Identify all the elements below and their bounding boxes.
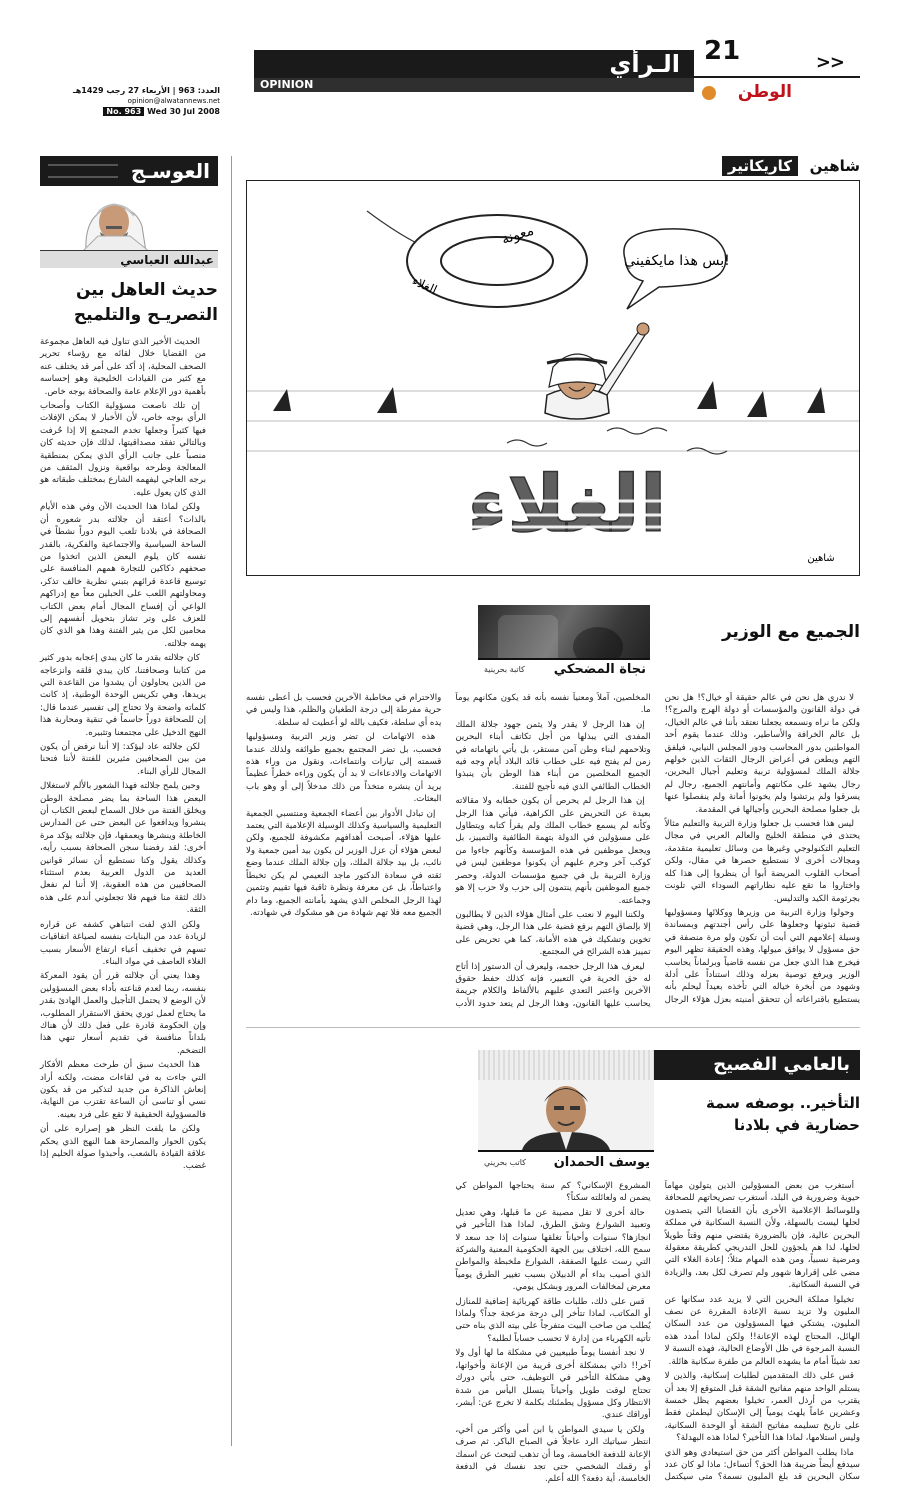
- cartoon-drawing: [247, 181, 859, 575]
- paragraph: ليس هذا فحسب بل جعلوا وزارة التربية والتعليم مثالاً يحتذى في منطقة الخليج والعالم العربي في مجال التعليم التكنولوجي وغيرها من وسائل تعليمية متقدمة، ومجالات أخرى لا نستطيع حصرها في مقال، ولكن أصحاب القلوب المريضة أبوا أن ينظروا إلى هذا كله واختاروا ما تقع عليه نظاراتهم السوداء التي تلونت بجرثومة الكيد والتدليس.: [664, 819, 860, 904]
- banner-texture: [478, 1050, 654, 1080]
- newspaper-logo[interactable]: [702, 82, 792, 104]
- paragraph: ولكننا اليوم لا نعتب على أمثال هؤلاء الذين لا يطالبون إلا بإلصاق التهم برفع قضية على هذا الرجل، وهي قضية تخوين وتشكيك في هذه الأمانة، كما هي تحريض على تمييز هذه الشرائح في المجتمع.: [455, 909, 651, 958]
- article1-author: نجاة المضحكي: [553, 662, 646, 677]
- paragraph: ولكن الذي لفت انتباهي كشفه عن قراره لزيادة عدد من البنايات بنفسه لصياغة اتفاقيات تسهم في تخفيف أعباء ارتفاع الأسعار بسبب الغلاء العاصف في مواد البناء.: [40, 919, 206, 967]
- paragraph: إن هذا الرجل لم يحرص أن يكون خطابه ولا مقالاته بعيدة عن التحريض على الكراهية، فيأتي هذا الرجل وكأنه لم يسمع خطاب الملك ولم يقرأ كتابه ويتطاول على مسؤولين في الدولة بتهمة الطائفية والتمييز، بل ويجعل موظفين في هذه المؤسسة وكأنهم جاءوا من كوكب آخر وحرم عليهم أن يكونوا موظفين ليس في وزارة التربية بل في جميع مؤسسات الدولة، وحصر جميع الموظفين بأنهم ينتمون إلى حزب ولا حزب إلا هو وجماعته.: [455, 796, 651, 906]
- paragraph: ولكن ما يلفت النظر هو إصراره على أن يكون الحوار والمصارحة هما النهج الذي يحكم علاقة القيادة بالشعب، وأحبذوا صولة الحليم إذا غضب.: [40, 1124, 206, 1172]
- page-number: 21: [704, 36, 741, 66]
- author-name-bar: [40, 250, 218, 268]
- paragraph: لا ندري هل نحن في عالم حقيقة أو خيال؟! هل نحن في دولة القانون والمؤسسات أو دولة الهرج والمرج؟! ولكن ما نراه ونسمعه يجعلنا نعتقد بأننا في عالم الخيال، بل عالم الخرافة والأساطير، وذلك عندما يقوم أحد المواطنين بدور المحاسب ودور المجلس النيابي، فيلفق التهم ويطعن في أعراض الرجال الثقات الذين خولهم جلالة الملك لمسؤولية تربية وتعليم أجيال البحرين، رجال يشهد على مكانتهم وأمانتهم الجميع، رجال لم يسرقوا ولم يرتشوا ولم يخونوا أمانة ولم ينفصلوا عنها بل جعلوا مصلحة البحرين وأجيالها في المقدمة.: [664, 693, 860, 815]
- article1-body: [246, 692, 860, 1016]
- banner-decoration: [48, 164, 118, 178]
- article2-banner-title: بالعامي الفصيح: [713, 1054, 850, 1075]
- ring-text-2: الغلاء: [410, 273, 440, 297]
- paragraph: وحين يلمح جلالته فهذا الشعور بالألم لاستغلال البعض هذا الساحة بما يضر مصلحة الوطن ويخلق الفتنة من خلال السماح لبعض الكتاب أن ينشروا ويدافعوا عن البعض حتى عن المدارس الخاطئة وينشرها ويعمقها، فإن جلالته يؤكد مرة أخرى: لقد رفضنا سجن الصحافة بسبب رأيه، وكذلك يقول وكنا نستطيع أن نسائر قوانين العديد من الدول العربية بعدم استثناء الصحافيين من هذه العقوبة، إلا أننا لم نفعل ذلك لثقة منا فيهم فلا تجعلوني أندم على هذه الثقة.: [40, 781, 206, 916]
- paragraph: هذه الاتهامات لن تضر وزير التربية ومسؤوليها فحسب، بل تضر المجتمع بجميع طوائفه ولذلك عندما قسمته إلى تيارات وانتماءات، ونقول من وراء هذه الاتهامات والادعاءات لا بد أن يكون وراءه خطراً عظيماً يريد أن ينشره متخذاً من ذلك مدخلاً إلى أو وهو باب البعثات.: [246, 732, 442, 805]
- logo-text: الوطن: [737, 82, 792, 102]
- article-separator: [246, 1027, 860, 1028]
- caricature-artist: شاهين: [809, 157, 860, 175]
- column-headline: حديث العاهل بين التصريـح والتلميح: [73, 280, 218, 325]
- speech-text: بس هذا مايكفيني!: [624, 253, 730, 269]
- paragraph: حالة أخرى لا تقل مصيبة عن ما قبلها، وهي تعديل وتعبيد الشوارع وشق الطرق، لماذا هذا التأخير في انجازها؟ سنوات وأحياناً تغلقها سنوات إذا جد سعد لا سمح الله، اختلاف بين الجهة الحكومية المعنية والشركة التي رست عليها الصفقة، الشوارع ملخبطة والمواطن الذي أصيب بداء أم الدبيلان بسبب تغيير الطرق يومياً معرض لمخالفات المرور وبشكل يومي.: [455, 1207, 651, 1293]
- paragraph: هذا الحديث سبق أن طرحت معظم الأفكار التي جاءت به في لقاءات مضت، ولكنه أراد إنعاش الذاكرة من جديد لتذكير من قد يكون نسي أو تناسى أن الساعة تقترب من النهاية، فالمسؤولية الحقيقية لا تقع على فرد بعينه.: [40, 1060, 206, 1120]
- paragraph: قس على ذلك المتقدمين لطلبات إسكانية، والذين لا يستلم الواحد منهم مفاتيح الشقة قبل المتوقع إلا بعد أن يقترب من أرذل العمر، تخيلوا بعضهم يظل خمسة وعشرين عاماً يلهث يومياً إلى الإسكان ليطمئن فقط على تاريخ تسليمه مفاتيح الشقة أو الوحدة السكانية، وليس استلامها، لماذا هذا التأخير؟ لماذا هذه البهدلة؟: [664, 1371, 860, 1444]
- paragraph: لا نجد أنفسنا يوماً طبيعيين في مشكلة ما لها أول ولا آخر!! ذاتي بمشكلة أخرى قريبة من الإعانة وأخواتها، وهي مشكلة التأخير في التوظيف، حتى يأتي دورك تحتاج لوقت طويل وأحياناً يتسلل اليأس من شدة الانتظار وكل مسؤول يطمئنك بكلمة لا تخرج عن: أبشر، أوراقك عندي.: [455, 1348, 651, 1421]
- paragraph: ولكن لماذا هذا الحديث الآن وفي هذه الأيام بالذات؟ أعتقد أن جلالته بدر شعوره أن الصحافة في بلادنا تلعب اليوم دوراً نشطاً في الساحة السياسية والاجتماعية والفكرية، بالقدر نفسه كان يلوم البعض الذين اتخذوا من صحفهم دكاكين للتجارة همهم المنافسة على توسيع قاعدة قرائهم بتبني نظرية خالف تذكر، ومحاولتهم اللعب على الحبلين معاً مع إدراكهم الواعي أن إفساح المجال أمام بعض الكتاب للعزف على وتر تشاز بتحويل أنفسهم إلى محامين لكل من يثير الفتنة وهذا هو الذي كان يهمه جلالته.: [40, 502, 206, 649]
- artist-signature: شاهين: [807, 553, 835, 564]
- paragraph: تخيلوا مملكة البحرين التي لا يزيد عدد سكانها عن المليون ولا تزيد نسبة الإعادة المقررة عن نصف المليون، يشتكي فيها المسؤولون من عدد السكان الهائل، المحتاج لهذه الإعانة!! ولكن لماذا أمدد هذه النسبة المرجوة في ظل الأوضاع الحالية، فهذه النسبة لا تعد شيئاً أمام ما يشهده العالم من طفرة سكانية هائلة.: [664, 1294, 860, 1367]
- paragraph: قس على ذلك، طلبات طاقة كهربائية إضافية للمنازل أو المكاتب، لماذا تتأخر إلى درجة مزعجة جداً؟ ولماذا يُطلب من صاحب البيت متفرجاً على بيته الذي بناه حتى تأتيه الكهرباء من إدارة لا تحسب حساباً لطلبه؟: [455, 1296, 651, 1344]
- paragraph: إن هذا الرجل لا يقدر ولا يثمن جهود جلالة الملك المفدى التي يبذلها من أجل تكاتف أبناء البحرين وتلاحمهم لبناء وطن آمن مستقر، بل يأتي باتهاماته في زمن لم يفتح فيه على خطاب قائد البلاد أيام وجه فيه الجميع المخلصين من أبناء هذا الوطن بأن ينبذوا الخطاب الطائفي الذي فيه تأجيج للفتنة.: [455, 719, 651, 792]
- paragraph: أستغرب من بعض المسؤولين الذين يتولون مهاماً حيوية وضرورية في البلد، أستغرب تصريحاتهم للصحافة وللوسائط الإعلامية الأخرى بأن القضايا التي يتصدون لحلها ليست بالسهلة، ولأن النسبة السكانية في مملكة البحرين عالية، فإن بالضرورة يقتضي منهم وقتاً طويلاً لحلها، لذا هم يلجؤون للحل التدريجي كطريقة معقولة ومرضية نسبياً، ومن هذه المهام مثلاً: إعادة الغلاء التي مضى على إقرارها شهور ولم تصرف لكل بعد، والزيادة في النسبة السكانية.: [664, 1181, 860, 1291]
- paragraph: ماذا يطلب المواطن أكثر من حق استيعادي وهو الذي سيدفع أيضاً ضريبة هذا الحق؟ أتساءل: ماذا لو كان عدد سكان البحرين قد بلغ المليون نسمة؟ متى سيكتمل المشروع الإسكاني؟ كم سنة يحتاجها المواطن كي يضمن له ولعائلته سكناً؟: [455, 1181, 860, 1483]
- column-divider: [231, 156, 232, 1446]
- article2-banner: [654, 1050, 860, 1080]
- next-page-arrows[interactable]: >>: [815, 52, 844, 73]
- article2-headline: التأخير.. بوصفه سمة حضارية في بلادنا: [706, 1094, 860, 1134]
- paragraph: إن تبادل الأدوار بين أعضاء الجمعية ومنتسبي الجمعية التعليمية والسياسية وكذلك الوسيلة الإعلامية التي يعتمد عليها هؤلاء، أصبحت أهدافهم مكشوفة للجميع، ولكن لبعض هؤلاء أن عزل الوزير لن يكون بيد أمين جمعية ولا نائب، بل بيد جلالة الملك، وإن جلالة الملك عندما وضع ثقته في سعادة الدكتور ماجد النعيمي لم يكن تخبطاً واعتباطاً، بل عن معرفة ونظرة ثاقبة فيها تقييم وتثمين لهذا الرجل المخلص الذي يشهد بأمانته الجميع، وما دام الجميع معه فلا تهم شهادة من هو مشكوك في شهادته.: [246, 808, 442, 918]
- caricature-cartoon: [246, 180, 860, 576]
- drowning-man: [545, 323, 649, 419]
- masthead-bar: [254, 50, 694, 78]
- paragraph: كان جلالته بقدر ما كان يبدي إعجابه بدور كثير من كتابنا وصحافتنا، كان يبدي قلقه وانزعاجه من الذين يحاولون أن يشدوا من القاعدة التي يريدها، وهي تكريس الوحدة الوطنية، إذ كانت كلماته واضحة ولا تحتاج إلى تفسير عندما قال: إن للصحافة دوراً حاسماً في تنقية ومحاربة هذا النهج الدخيل على مجتمعنا وتثبيره.: [40, 653, 206, 738]
- paragraph: ولكن يا سيدي المواطن يا ابن أمي وأكثر من أخي، انتظر سياتيك الرد عاجلاً في الصباح الباكر. ثم صرف الإعانة للدفعة الخامسة، وما أن تذهب لتبحث عن اسمك أو رقمك الشخصي حتى تجد نفسك في الدفعة الخامسة، أية دفعة؟ الله أعلم.: [455, 1424, 651, 1485]
- author-photo: [46, 186, 176, 284]
- article2-author-role: كاتب بحريني: [484, 1158, 526, 1167]
- column-banner: [40, 156, 218, 186]
- logo-sun-icon: [702, 86, 716, 100]
- date-line: [20, 107, 220, 117]
- article2-author: يوسف الحمدان: [553, 1155, 650, 1170]
- ring-text-1: معونة: [499, 222, 536, 248]
- life-ring: [407, 215, 587, 307]
- paragraph: لكن جلالته عاد ليؤكد: إلا أننا نرفض أن يكون من بين الصحافيين مثيرين للفتنة لأننا فتحنا المجال للرأي البناء.: [40, 742, 206, 777]
- paragraph: الحديث الأخير الذي تناول فيه العاهل مجموعة من القضايا خلال لقائه مع رؤساء تحرير الصحف المحلية، إذ أكد على أمر قد يختلف عنه مع كثير من القيادات الخليجية وهو إحساسه بأهمية دور الإعلام عامة والصحافة بوجه خاص.: [40, 337, 206, 397]
- sea-word: الغلاء: [467, 460, 667, 550]
- section-masthead: [254, 36, 860, 104]
- caricature-banner: [700, 156, 860, 176]
- issue-line: العدد: 963 | الأربعاء 27 رجب 1429هـ: [73, 86, 220, 95]
- paragraph: إن تلك ناصعت مسؤولية الكتاب وأصحاب الرأي بوجه خاص، لأن الأخبار لا يمكن الإفلات فيها كثيراً وجعلها تخدم المجتمع إلا إذا حُرفت وبالتالي تفقد مصداقيتها، لذلك فإن حديثه كان منصباً على جانب الرأي الذي يمكن بمنطقية المعالجة وطرحه بواقعية ونزول المثقف من برجه العاجي ليفهمه الشارع بمختلف طبقاته هو الذي كان يعول عليه.: [40, 401, 206, 498]
- column-banner-title: العوسـج: [130, 159, 210, 183]
- section-title: الـرأي: [609, 50, 680, 78]
- date-text: Wed 30 Jul 2008: [147, 107, 220, 116]
- section-title-en: OPINION: [254, 78, 694, 92]
- paragraph: وهذا يعني أن جلالته قرر أن يقود المعركة بنفسه، ربما لعدم قناعته بأداء بعض المسؤولين لأن الوضع لا يحتمل التأجيل والعمل الهادئ بقدر ما يحتاج لعمل ثوري يحقق الاستقرار المطلوب، وإن الحكومة قادرة على فعل ذلك لأن هناك بلداناً منافسة في تقديم أسعار تنهي هذا التضخم.: [40, 971, 206, 1056]
- article1-headline: الجميع مع الوزير: [721, 622, 860, 642]
- author-name: عبدالله العباسي: [120, 253, 214, 267]
- article1-author-role: كاتبة بحرينية: [484, 665, 525, 674]
- article2-byline: [478, 1150, 654, 1172]
- article1-byline: [478, 658, 650, 679]
- column-body: [40, 336, 206, 1175]
- issue-number: No. 963: [103, 107, 144, 116]
- email-link[interactable]: opinion@alwatannews.net: [127, 97, 220, 105]
- left-column: [40, 156, 218, 1491]
- paragraph: ليعرف هذا الرجل حجمه، وليعرف أن الدستور إذا أتاح له حق الحرية في التعبير، فإنه كذلك حفظ حقوق الآخرين واعتبر التعدي عليهم بالألفاظ والكلام جريمة يحاسب عليها القانون، وهذا الرجل لم يتعد حدود الأدب والاحترام في مخاطبة الآخرين فحسب بل أعطى نفسه حرية مفرطة إلى درجة الطغيان والظلم، هذا وليس في يده أي سلطة، فكيف بالله لو أعطيت له سلطة.: [246, 693, 651, 1009]
- article2-body: [246, 1180, 860, 1486]
- caricature-label: كاريكاتير: [722, 156, 798, 176]
- issue-info: [20, 86, 220, 117]
- paragraph: وحولوا وزارة التربية من وزيرها ووكلائها ومسؤوليها قضية تبثونها وجعلوها على رأس أجندتهم وبمساندة وسيلة إعلامهم التي أبت أن تكون ولو مرة منصفة في حق مسؤول لا يوافق ميولها، وهذه الحقيقة تظهر اليوم فيخرج هذا الذي جعل من نفسه قاضياً وبرلماناً يحاسب الوزير ويرفع توصية بعزله وذلك استناداً على أدلة وشهود من أبخرة خياله التي تأخذه بعيداً ليحلم بأنه يستطيع باقتراعاته أن تتحقق أمنيته بعزل هؤلاء الرجال المخلصين، آملاً ومعنياً نفسه بأنه قد يكون مكانهم يوماً ما.: [455, 693, 860, 1005]
- speech-bubble: [624, 229, 730, 309]
